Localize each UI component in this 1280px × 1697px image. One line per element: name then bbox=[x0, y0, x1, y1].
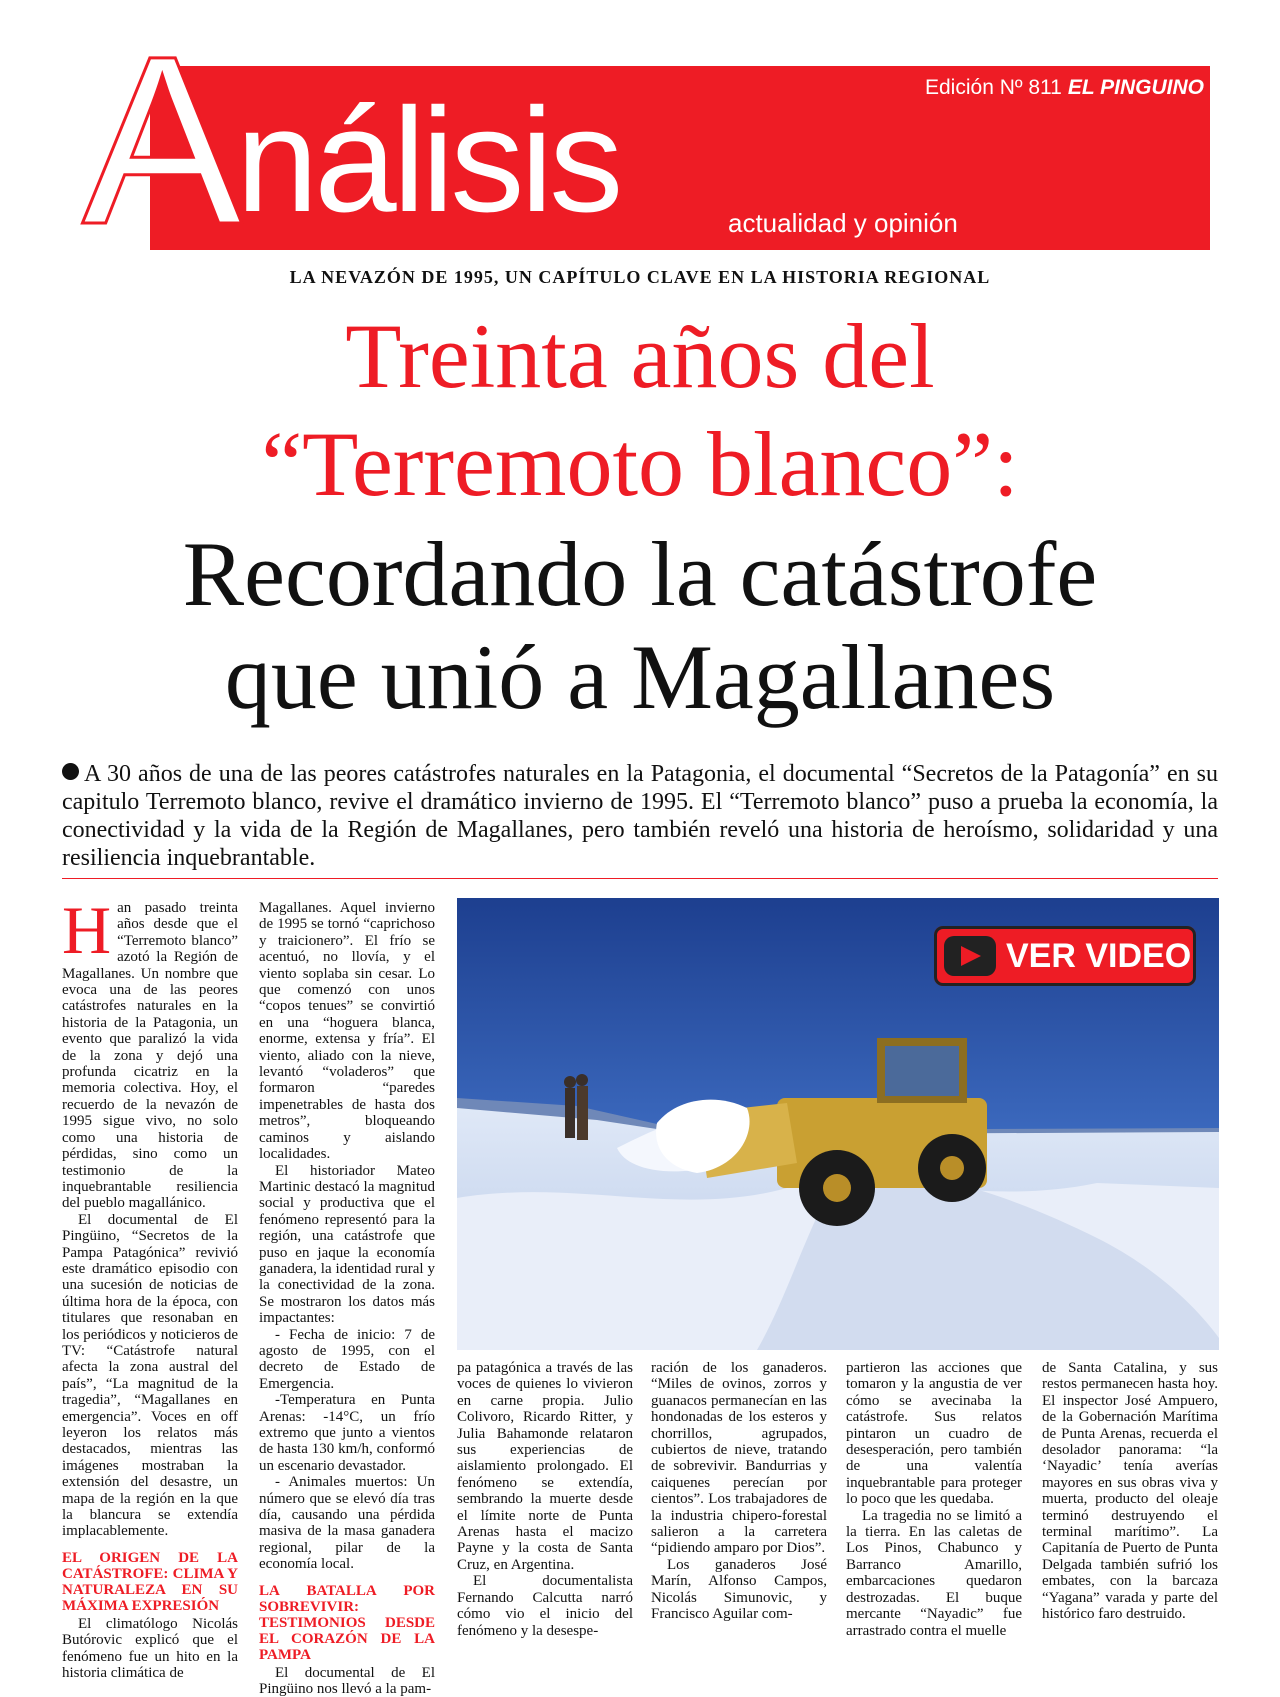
paragraph: El documental de El Pingüino nos llevó a la pam- bbox=[259, 1664, 435, 1697]
paragraph: de Santa Catalina, y sus restos permanecen hasta hoy. El inspector José Ampuero, de la Gobernación Marítima de Punta Arenas, recuerda el desolador panorama: “la ‘Nayadic’ tenía averías mayores en sus obras viva y muerta, producto del oleaje terminó destruyendo el terminal marítimo”. La Capitanía de Puerto de Punta Delgada también sufrió los embates, con la barcaza “Yagana” varada y parte del histórico faro destruido. bbox=[1042, 1360, 1218, 1623]
masthead bbox=[0, 0, 1280, 274]
brand-logo: EL PINGUINO bbox=[1067, 76, 1204, 99]
kicker: LA NEVAZÓN DE 1995, UN CAPÍTULO CLAVE EN LA HISTORIA REGIONAL bbox=[289, 267, 991, 287]
lead-paragraph bbox=[62, 760, 1218, 872]
headline-line-2: “Terremoto blanco”: bbox=[261, 413, 1019, 515]
paragraph: La tragedia no se limitó a la tierra. En las caletas de Los Pinos, Chabunco y Barranco Amarillo, embarcaciones quedaron destrozadas. El buque mercante “Nayadic” fue arrastrado contra el muelle bbox=[846, 1507, 1022, 1639]
youtube-play-icon bbox=[944, 936, 996, 976]
column-6 bbox=[1042, 1360, 1218, 1623]
paragraph: Han pasado treinta años desde que el “Terremoto blanco” azotó la Región de Magallanes. Un nombre que evoca una de las peores catástrofes naturales en la historia de la Patagonia, un evento que paralizó la vida de la zona y dejó una profunda cicatriz en la memoria colectiva. Hoy, el recuerdo de la nevazón de 1995 sigue vivo, no solo como una historia de pérdidas, sino como un testimonio de la inquebrantable resiliencia del pueblo magallánico. bbox=[62, 892, 238, 1212]
subheading: LA BATALLA POR SOBREVIVIR: TESTIMONIOS DESDE EL CORAZÓN DE LA PAMPA bbox=[259, 1582, 435, 1663]
column-5 bbox=[846, 1360, 1022, 1639]
headline-line-3: Recordando la catástrofe bbox=[182, 523, 1098, 625]
paragraph: Los ganaderos José Marín, Alfonso Campos, Nicolás Simunovic, y Francisco Aguilar com- bbox=[651, 1556, 827, 1623]
paragraph: El documental de El Pingüino, “Secretos de la Pampa Patagónica” revivió este dramático episodio con una sucesión de noticias de última hora de la época, con titulares que resonaban en los periódicos y noticieros de TV: “Catástrofe natural afecta la zona austral del país”, “La magnitud de la tragedia”, “Magallanes en emergencia”. Voces en off leyeron los relatos más destacados, mientras las imágenes mostraban la extensión del desastre, un mapa de la región en la que la blancura se extendía implacablemente. bbox=[62, 1211, 238, 1540]
column-1 bbox=[62, 892, 238, 1682]
section-title: nálisis bbox=[236, 78, 620, 243]
drop-cap: H bbox=[62, 892, 112, 968]
lead-text: A 30 años de una de las peores catástrofes naturales en la Patagonia, el documental “Secretos de la Patagonía” en su capitulo Terremoto blanco, revive el dramático invierno de 1995. El “Terremoto blanco” puso a prueba la economía, la conectividad y la vida de la Región de Magallanes, pero también reveló una historia de heroísmo, solidaridad y una resiliencia inquebrantable. bbox=[62, 761, 1218, 871]
column-2 bbox=[259, 900, 435, 1697]
paragraph: El historiador Mateo Martinic destacó la magnitud social y productiva que el fenómeno representó para la región, una catástrofe que puso en jaque la economía ganadera, la identidad rural y la conectividad de la zona. Se mostraron los datos más impactantes: bbox=[259, 1162, 435, 1327]
column-4 bbox=[651, 1360, 827, 1623]
divider bbox=[62, 878, 1218, 879]
headline-line-1: Treinta años del bbox=[345, 305, 935, 407]
paragraph: -Temperatura en Punta Arenas: -14°C, un frío extremo que junto a vientos de hasta 130 km/h, conformó un escenario devastador. bbox=[259, 1392, 435, 1474]
headline-line-4: que unió a Magallanes bbox=[224, 626, 1056, 728]
bullet-icon bbox=[62, 763, 79, 780]
edition-number: Edición Nº 811 bbox=[925, 76, 1062, 99]
paragraph: - Fecha de inicio: 7 de agosto de 1995, con el decreto de Estado de Emergencia. bbox=[259, 1326, 435, 1392]
paragraph: - Animales muertos: Un número que se elevó día tras día, causando una pérdida masiva de la masa ganadera regional, pilar de la economía local. bbox=[259, 1474, 435, 1573]
section-tagline: actualidad y opinión bbox=[728, 208, 958, 238]
subheading: EL ORIGEN DE LA CATÁSTROFE: CLIMA Y NATURALEZA EN SU MÁXIMA EXPRESIÓN bbox=[62, 1549, 238, 1614]
paragraph: ración de los ganaderos. “Miles de ovinos, zorros y guanacos permanecían en las hondonadas de los esteros y chorrillos, agrupados, cubiertos de nieve, tratando de sobrevivir. Bandurrias y caiquenes perecían por cientos”. Los trabajadores de la industria chipero-forestal salieron a la carretera “pidiendo amparo por Dios”. bbox=[651, 1360, 827, 1557]
column-3 bbox=[457, 1360, 633, 1639]
edition-label bbox=[925, 76, 1204, 100]
paragraph: partieron las acciones que tomaron y la angustia de ver cómo se avecinaba la catástrofe. Sus relatos pintaron un cuadro de desesperación, pero también de una valentía inquebrantable para proteger lo poco que les quedaba. bbox=[846, 1360, 1022, 1508]
watch-video-label: VER VIDEO bbox=[1006, 937, 1192, 975]
paragraph: El documentalista Fernando Calcutta narró cómo vio el inicio del fenómeno y la desespe- bbox=[457, 1573, 633, 1639]
section-initial: A bbox=[82, 6, 235, 274]
paragraph: Magallanes. Aquel invierno de 1995 se tornó “caprichoso y traicionero”. El frío se acentuó, no llovía, y el viento soplaba sin cesar. Lo que comenzó con unos “copos tenues” se convirtió en una “hoguera blanca, enorme, extensa y fría”. El viento, aliado con la nieve, levantó “voladeros” que formaron “paredes impenetrables de hasta dos metros”, bloqueando caminos y aislando localidades. bbox=[259, 900, 435, 1163]
paragraph: pa patagónica a través de las voces de quienes lo vivieron en carne propia. Julio Colivoro, Ricardo Ritter, y Julia Bahamonde relataron sus experiencias de aislamiento prolongado. El fenómeno se extendía, sembrando la muerte desde el límite norte de Punta Arenas hasta el macizo Payne y la costa de Santa Cruz, en Argentina. bbox=[457, 1360, 633, 1573]
watch-video-button[interactable] bbox=[934, 926, 1196, 986]
paragraph: El climatólogo Nicolás Butórovic explicó que el fenómeno fue un hito en la historia climática de bbox=[62, 1615, 238, 1682]
